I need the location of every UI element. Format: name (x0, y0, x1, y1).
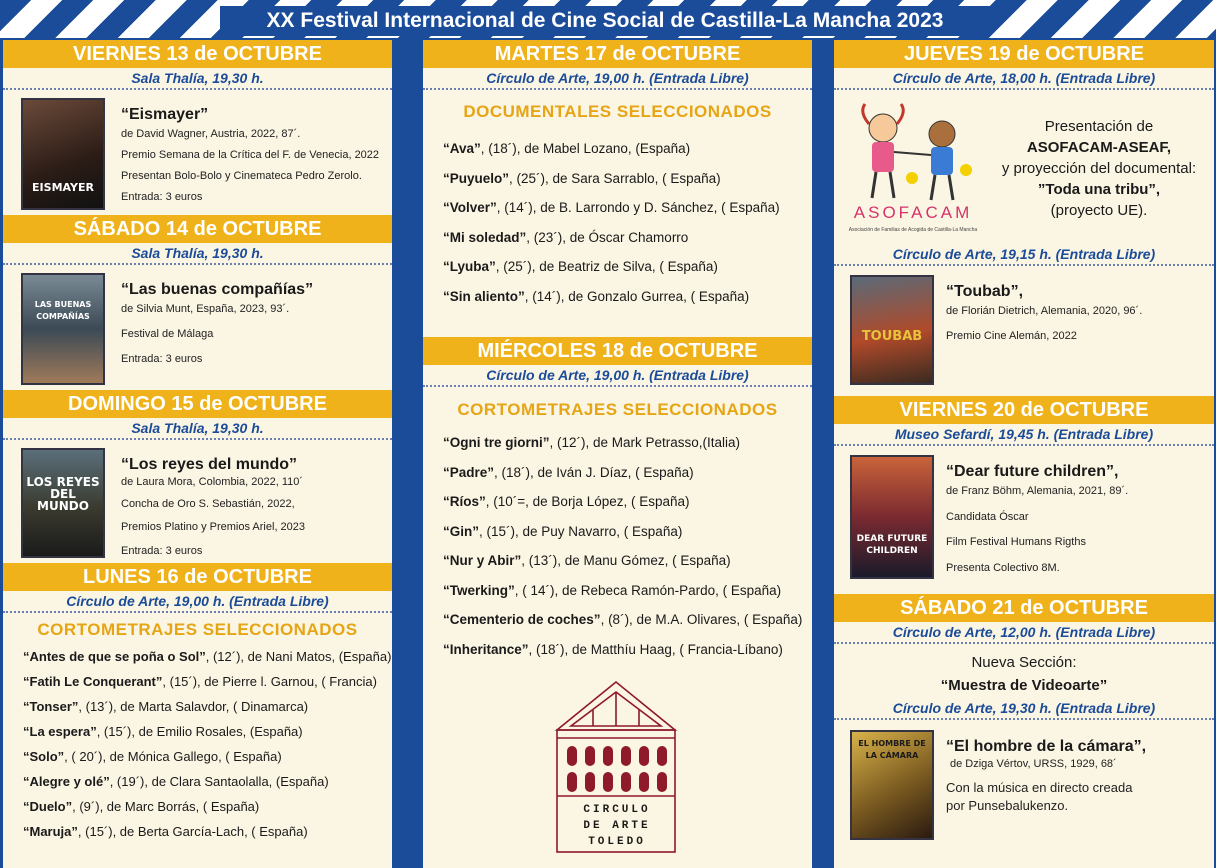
list-item: “Maruja”, (15´), de Berta García-Lach, ( España) (23, 824, 308, 839)
film-credits: de Florián Dietrich, Alemania, 2020, 96´. (946, 305, 1143, 317)
film-toubab (834, 275, 1214, 415)
venue-line: Museo Sefardí, 19,45 h. (Entrada Libre) (834, 424, 1214, 446)
list-item: “Alegre y olé”, (19´), de Clara Santaolalla, (España) (23, 774, 329, 789)
asofacam-logo (838, 100, 988, 240)
asofacam-logo-subtitle: Asociación de Familias de Acogida de Castilla-La Mancha (848, 227, 978, 233)
venue-line: Sala Thalía, 19,30 h. (3, 243, 392, 265)
film-presenters: Presenta Colectivo 8M. (946, 562, 1060, 574)
film-award: Candidata Óscar (946, 511, 1029, 523)
film-title: “El hombre de la cámara”, (946, 738, 1147, 755)
film-award: Premio Semana de la Crítica del F. de Venecia, 2022 (121, 149, 380, 161)
festival-title: XX Festival Internacional de Cine Social de Castilla-La Mancha 2023 (220, 6, 990, 36)
list-item: “Duelo”, (9´), de Marc Borrás, ( España) (23, 799, 260, 814)
day-header-martes-17: MARTES 17 de OCTUBRE (423, 40, 812, 68)
film-price: Entrada: 3 euros (121, 545, 203, 557)
film-el-hombre-de-la-camara (834, 730, 1214, 868)
poster-image: EISMAYER (21, 98, 105, 210)
venue-line: Círculo de Arte, 18,00 h. (Entrada Libre) (834, 68, 1214, 90)
day-header-viernes-13: VIERNES 13 de OCTUBRE (3, 40, 392, 68)
section-header: DOCUMENTALES SELECCIONADOS (463, 102, 772, 121)
film-presenters: Presentan Bolo-Bolo y Cinemateca Pedro Zerolo. (121, 170, 362, 182)
poster-image: LOS REYES DEL MUNDO (21, 448, 105, 558)
list-item: “Volver”, (14´), de B. Larrondo y D. Sánchez, ( España) (443, 200, 780, 215)
day-header-viernes-20: VIERNES 20 de OCTUBRE (834, 396, 1214, 424)
film-title: “Dear future children”, (946, 463, 1119, 480)
day-header-miercoles-18: MIÉRCOLES 18 de OCTUBRE (423, 337, 812, 365)
list-item: “Puyuelo”, (25´), de Sara Sarrablo, ( España) (443, 170, 721, 186)
film-credits: de Franz Böhm, Alemania, 2021, 89´. (946, 485, 1129, 497)
venue-line: Círculo de Arte, 19,30 h. (Entrada Libre) (834, 698, 1214, 720)
list-item: “Ríos”, (10´=, de Borja López, ( España) (443, 494, 690, 509)
film-title: “Toubab”, (946, 283, 1024, 300)
list-item: “Solo”, ( 20´), de Mónica Gallego, ( España) (23, 749, 282, 764)
film-award: Premio Cine Alemán, 2022 (946, 330, 1077, 342)
logo-text-line: DE ARTE (583, 820, 651, 832)
list-item: “Padre”, (18´), de Iván J. Díaz, ( España) (443, 464, 694, 480)
film-credits: de Dziga Vértov, URSS, 1929, 68´ (950, 758, 1117, 770)
film-award: Concha de Oro S. Sebastián, 2022, (121, 498, 295, 510)
section-title: “Muestra de Videoarte” (940, 677, 1108, 694)
film-award: Film Festival Humans Rigths (946, 536, 1086, 548)
poster-image: EL HOMBRE DE LA CÁMARA (850, 730, 934, 840)
venue-line: Círculo de Arte, 19,00 h. (Entrada Libre) (423, 365, 812, 387)
list-item: “Cementerio de coches”, (8´), de M.A. Olivares, ( España) (443, 612, 803, 627)
documentaries-list (443, 134, 804, 311)
film-award: Premios Platino y Premios Ariel, 2023 (121, 521, 306, 533)
list-item: “Ogni tre giorni”, (12´), de Mark Petrasso,(Italia) (443, 435, 741, 450)
list-item: “Nur y Abir”, (13´), de Manu Gómez, ( España) (443, 553, 731, 568)
day-header-sabado-14: SÁBADO 14 de OCTUBRE (3, 215, 392, 243)
venue-line: Círculo de Arte, 19,00 h. (Entrada Libre) (423, 68, 812, 90)
venue-line: Sala Thalía, 19,30 h. (3, 68, 392, 90)
day-header-lunes-16: LUNES 16 de OCTUBRE (3, 563, 392, 591)
asofacam-description: Presentación de ASOFACAM-ASEAF, y proyección del documental: ”Toda una tribu”, (proyecto UE). (1001, 118, 1197, 219)
film-title: “Eismayer” (121, 106, 209, 123)
logo-text-line: CIRCULO (583, 804, 651, 816)
list-item: “La espera”, (15´), de Emilio Rosales, (España) (23, 724, 303, 739)
film-note: por Punsebalukenzo. (946, 798, 1069, 813)
list-item: “Fatih Le Conquerant”, (15´), de Pierre l. Garnou, ( Francia) (23, 674, 377, 689)
film-price: Entrada: 3 euros (121, 353, 203, 365)
section-label: Nueva Sección: (971, 654, 1077, 671)
film-price: Entrada: 3 euros (121, 191, 203, 203)
film-title: “Las buenas compañías” (121, 281, 314, 298)
column-right (834, 40, 1214, 868)
shorts-list (443, 428, 804, 664)
shorts-list (23, 644, 392, 844)
list-item: “Mi soledad”, (23´), de Óscar Chamorro (443, 229, 689, 245)
poster-image: LAS BUENAS COMPAÑÍAS (21, 273, 105, 385)
poster-image: TOUBAB (850, 275, 934, 385)
poster-image: DEAR FUTURE CHILDREN (850, 455, 934, 579)
venue-line: Sala Thalía, 19,30 h. (3, 418, 392, 440)
venue-line: Círculo de Arte, 19,15 h. (Entrada Libre) (834, 244, 1214, 266)
list-item: “Ava”, (18´), de Mabel Lozano, (España) (443, 141, 691, 156)
asofacam-logo-text: ASOFACAM (853, 203, 973, 222)
column-middle (423, 40, 812, 868)
film-credits: de David Wagner, Austria, 2022, 87´. (121, 128, 301, 140)
circulo-de-arte-logo (553, 678, 679, 858)
day-header-domingo-15: DOMINGO 15 de OCTUBRE (3, 390, 392, 418)
section-header: CORTOMETRAJES SELECCIONADOS (457, 400, 778, 419)
day-header-sabado-21: SÁBADO 21 de OCTUBRE (834, 594, 1214, 622)
list-item: “Sin aliento”, (14´), de Gonzalo Gurrea, ( España) (443, 288, 750, 304)
list-item: “Antes de que se poña o Sol”, (12´), de Nani Matos, (España) (23, 649, 392, 664)
logo-text-line: TOLEDO (588, 836, 646, 848)
film-title: “Los reyes del mundo” (121, 456, 298, 473)
venue-line: Círculo de Arte, 19,00 h. (Entrada Libre) (3, 591, 392, 613)
list-item: “Gin”, (15´), de Puy Navarro, ( España) (443, 523, 683, 539)
column-left (3, 40, 392, 868)
film-credits: de Laura Mora, Colombia, 2022, 110´ (121, 476, 304, 488)
film-credits: de Silvia Munt, España, 2023, 93´. (121, 303, 290, 315)
section-header: CORTOMETRAJES SELECCIONADOS (37, 620, 358, 639)
film-award: Festival de Málaga (121, 328, 214, 340)
film-dear-future-children (834, 455, 1214, 595)
list-item: “Twerking”, ( 14´), de Rebeca Ramón-Pardo, ( España) (443, 582, 782, 598)
film-note: Con la música en directo creada (946, 780, 1133, 795)
day-header-jueves-19: JUEVES 19 de OCTUBRE (834, 40, 1214, 68)
venue-line: Círculo de Arte, 12,00 h. (Entrada Libre) (834, 622, 1214, 644)
list-item: “Lyuba”, (25´), de Beatriz de Silva, ( España) (443, 259, 718, 274)
list-item: “Tonser”, (13´), de Marta Salavdor, ( Dinamarca) (23, 699, 309, 714)
list-item: “Inheritance”, (18´), de Matthíu Haag, ( Francia-Líbano) (443, 641, 783, 657)
